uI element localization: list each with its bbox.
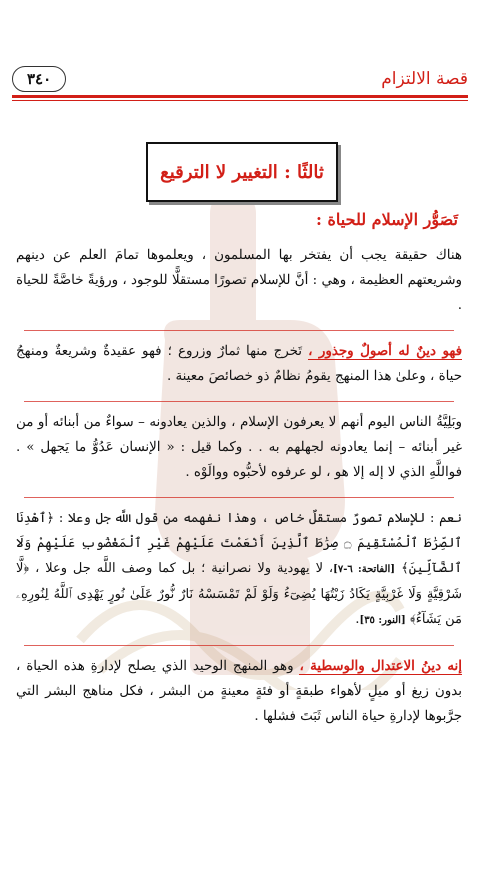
section-title: ثالثًا : التغيير لا الترقيع xyxy=(160,161,324,183)
page-number: ٣٤٠ xyxy=(12,66,66,92)
paragraph-2 xyxy=(16,339,462,389)
paragraph-3-text: وبَلِيَّةُ الناس اليوم أنهم لا يعرفون الإسلام ، والذين يعادونه – سواءٌ من أبنائه أو من غير أبنائه – إنما يعادونه لجهلهم به . . وكما قيل : « الإنسان عَدُوُّ ما يَجهل » . فواللَّهِ الذي لا إله إلا هو ، لو عرفوه لأحبُّوه ووالَوْه . xyxy=(16,415,462,480)
paragraph-3 xyxy=(16,410,462,485)
quran-reference-nur: [النور: ٣٥] xyxy=(359,615,406,626)
page-header xyxy=(12,62,468,96)
paragraph-5 xyxy=(16,654,462,729)
page-body xyxy=(16,210,462,741)
header-rule-thin xyxy=(12,100,468,101)
paragraph-5-highlight: إنه دينُ الاعتدال والوسطية ، xyxy=(299,658,462,674)
paragraph-4-text-a: نعم : للإسلام تصورٌ مستقلٌ خاص ، وهذا نفهمه من قول اللَّه جل وعلا : ﴿ٱهْدِنَا ٱلصِّرَٰطَ ٱلْمُسْتَقِيمَ ۝ صِرَٰطَ ٱلَّذِينَ أَنْعَمْتَ عَلَيْهِمْ غَيْرِ ٱلْمَغْضُوبِ عَلَيْهِمْ وَلَا ٱلضَّآلِّينَ﴾ xyxy=(16,511,463,576)
quran-reference-fatiha: [الفاتحة: ٦-٧] xyxy=(333,564,396,575)
paragraph-2-text: تَخرج منها ثمارٌ وزروع ؛ فهو عقيدةٌ وشريعةٌ ومنهجُ حياة ، وعلىٰ هذا المنهج يقومُ نظامٌ ذو خصائصَ معينة . xyxy=(16,344,462,384)
paragraph-4-text-b: ، لا يهودية ولا نصرانية ؛ بل كما وصف اللَّه جل وعلا ، ﴿لَّا شَرْقِيَّةٍ وَلَا غَرْبِيَّةٍ يَكَادُ زَيْتُهَا يُضِىٓءُ وَلَوْ لَمْ تَمْسَسْهُ نَارٌ نُّورٌ عَلَىٰ نُورٍ يَهْدِى ٱللَّهُ لِنُورِهِۦ مَن يَشَآءُ﴾ xyxy=(16,561,462,627)
paragraph-2-highlight: فهو دينٌ له أصولٌ وجذور ، xyxy=(308,343,462,359)
paragraph-5-text: وهو المنهج الوحيد الذي يصلح لإدارةِ هذه الحياة ، بدون زيغ أو ميلٍ لأهواء طبقةٍ أو فئةٍ معينةٍ من البشر ، فكل مناهج البشر التي جرَّبوها لإدارةِ حياة الناس ثَبَتَ فشلها . xyxy=(16,659,462,724)
paragraph-1-text: هناك حقيقة يجب أن يفتخر بها المسلمون ، ويعلموها تمامَ العلم عن دينهم وشريعتهم العظيمة ، وهي : أنَّ للإسلام تصورًا مستقلًّا للوجود ، ورؤيةً خاصَّةً للحياة . xyxy=(16,248,462,313)
paragraph-separator xyxy=(24,645,454,646)
paragraph-separator xyxy=(24,330,454,331)
paragraph-separator xyxy=(24,401,454,402)
book-title: قصة الالتزام xyxy=(381,69,468,89)
subheading: تَصَوُّر الإسلام للحياة : xyxy=(316,210,458,229)
section-title-box xyxy=(146,142,338,202)
header-rule xyxy=(12,95,468,98)
paragraph-1 xyxy=(16,243,462,318)
paragraph-separator xyxy=(24,497,454,498)
paragraph-4: نعم : للإسلام تصورٌ مستقلٌ خاص ، وهذا نفهمه من قول اللَّه جل وعلا : ﴿ٱهْدِنَا ٱلصِّرَٰطَ ٱلْمُسْتَقِيمَ ۝ صِرَٰطَ ٱلَّذِينَ أَنْعَمْتَ عَلَيْهِمْ غَيْرِ ٱلْمَغْضُوبِ عَلَيْهِمْ وَلَا ٱلضَّآلِّينَ﴾ [الفاتحة: ٦-٧]، لا يهودية ولا نصرانية ؛ بل كما وصف اللَّه جل وعلا ، ﴿لَّا شَرْقِيَّةٍ وَلَا غَرْبِيَّةٍ يَكَادُ زَيْتُهَا يُضِىٓءُ وَلَوْ لَمْ تَمْسَسْهُ نَارٌ نُّورٌ عَلَىٰ نُورٍ يَهْدِى ٱللَّهُ لِنُورِهِۦ مَن يَشَآءُ﴾ [النور: ٣٥]. xyxy=(16,511,463,627)
